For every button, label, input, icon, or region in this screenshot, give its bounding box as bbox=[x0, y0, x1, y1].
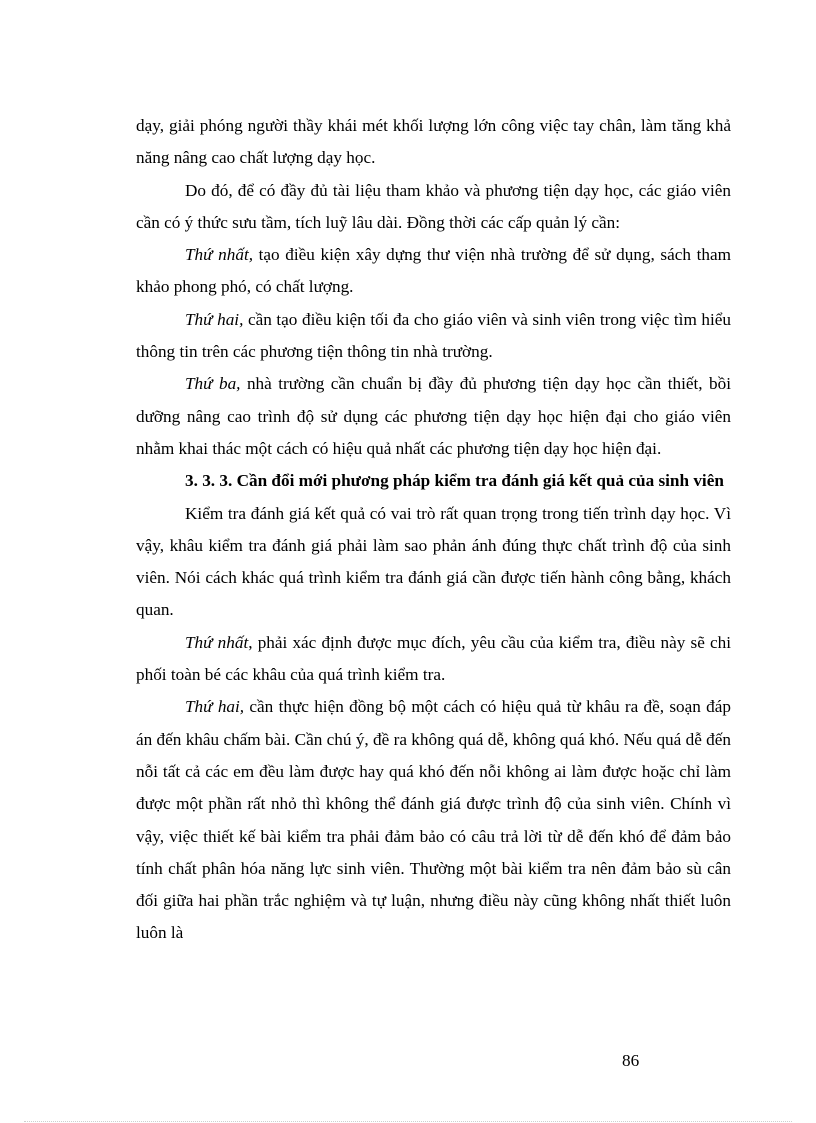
paragraph-text: Kiểm tra đánh giá kết quả có vai trò rất quan trọng trong tiến trình dạy học. Vì vậy, khâu kiểm tra đánh giá phải làm sao phản ánh đúng thực chất trình độ của sinh viên. Nói cách khác quá trình kiểm tra đánh giá cần được tiến hành công bằng, khách quan. bbox=[136, 503, 731, 620]
paragraph-lead: Thứ hai, bbox=[185, 309, 244, 329]
paragraph-text: , phải xác định được mục đích, yêu cầu của kiểm tra, điều này sẽ chi phối toàn bé các khâu của quá trình kiểm tra. bbox=[136, 632, 731, 685]
paragraph-text: tạo điều kiện xây dựng thư viện nhà trường để sử dụng, sách tham khảo phong phó, có chất lượng. bbox=[136, 245, 731, 297]
section-heading: 3. 3. 3. Cần đổi mới phương pháp kiểm tra đánh giá kết quả của sinh viên bbox=[185, 471, 724, 491]
paragraph-third-point bbox=[136, 368, 731, 465]
paragraph-assessment-first bbox=[136, 627, 731, 692]
paragraph-continuation bbox=[136, 110, 731, 175]
paragraph-text: cần thực hiện đồng bộ một cách có hiệu quả từ khâu ra đề, soạn đáp án đến khâu chấm bài. Cần chú ý, đề ra không quá dễ, không quá khó. Nếu quá dễ đến nỗi tất cả các em đều làm được hay quá khó đến nỗi không ai làm được hoặc chỉ làm được một phần rất nhỏ thì không thể đánh giá được trình độ của sinh viên. Chính vì vậy, việc thiết kế bài kiểm tra phải đảm bảo có câu trả lời từ dễ đến khó để đảm bảo tính chất phân hóa năng lực sinh viên. Thường một bài kiểm tra nên đảm bảo sù cân đối giữa hai phần trắc nghiệm và tự luận, nhưng điều này cũng không nhất thiết luôn luôn là bbox=[136, 697, 731, 943]
paragraph-assessment-second bbox=[136, 691, 731, 949]
paragraph-lead: Thứ ba, bbox=[185, 374, 241, 394]
paragraph-lead: Thứ nhất bbox=[185, 632, 249, 652]
body-text bbox=[136, 110, 731, 950]
paragraph-lead: Thứ nhất, bbox=[185, 245, 254, 265]
paragraph-assessment-intro bbox=[136, 498, 731, 627]
paragraph-first-point bbox=[136, 239, 731, 304]
paragraph-text: cần tạo điều kiện tối đa cho giáo viên và sinh viên trong việc tìm hiểu thông tin trên các phương tiện thông tin nhà trường. bbox=[136, 309, 731, 362]
paragraph-text: nhà trường cần chuẩn bị đầy đủ phương tiện dạy học cần thiết, bồi dưỡng nâng cao trình độ sử dụng các phương tiện dạy học hiện đại cho giáo viên nhằm khai thác một cách có hiệu quả nhất các phương tiện dạy học hiện đại. bbox=[136, 374, 732, 458]
paragraph-lead: Thứ hai, bbox=[185, 697, 245, 717]
page-number: 86 bbox=[622, 1051, 640, 1070]
paragraph-resources bbox=[136, 175, 731, 240]
footer-divider bbox=[24, 1121, 792, 1122]
paragraph-text: dạy, giải phóng người thầy khái mét khối lượng lớn công việc tay chân, làm tăng khả năng nâng cao chất lượng dạy học. bbox=[136, 116, 731, 168]
paragraph-text: Do đó, để có đầy đủ tài liệu tham khảo và phương tiện dạy học, các giáo viên cần có ý thức sưu tầm, tích luỹ lâu dài. Đồng thời các cấp quản lý cần: bbox=[136, 180, 731, 232]
paragraph-second-point bbox=[136, 304, 731, 369]
